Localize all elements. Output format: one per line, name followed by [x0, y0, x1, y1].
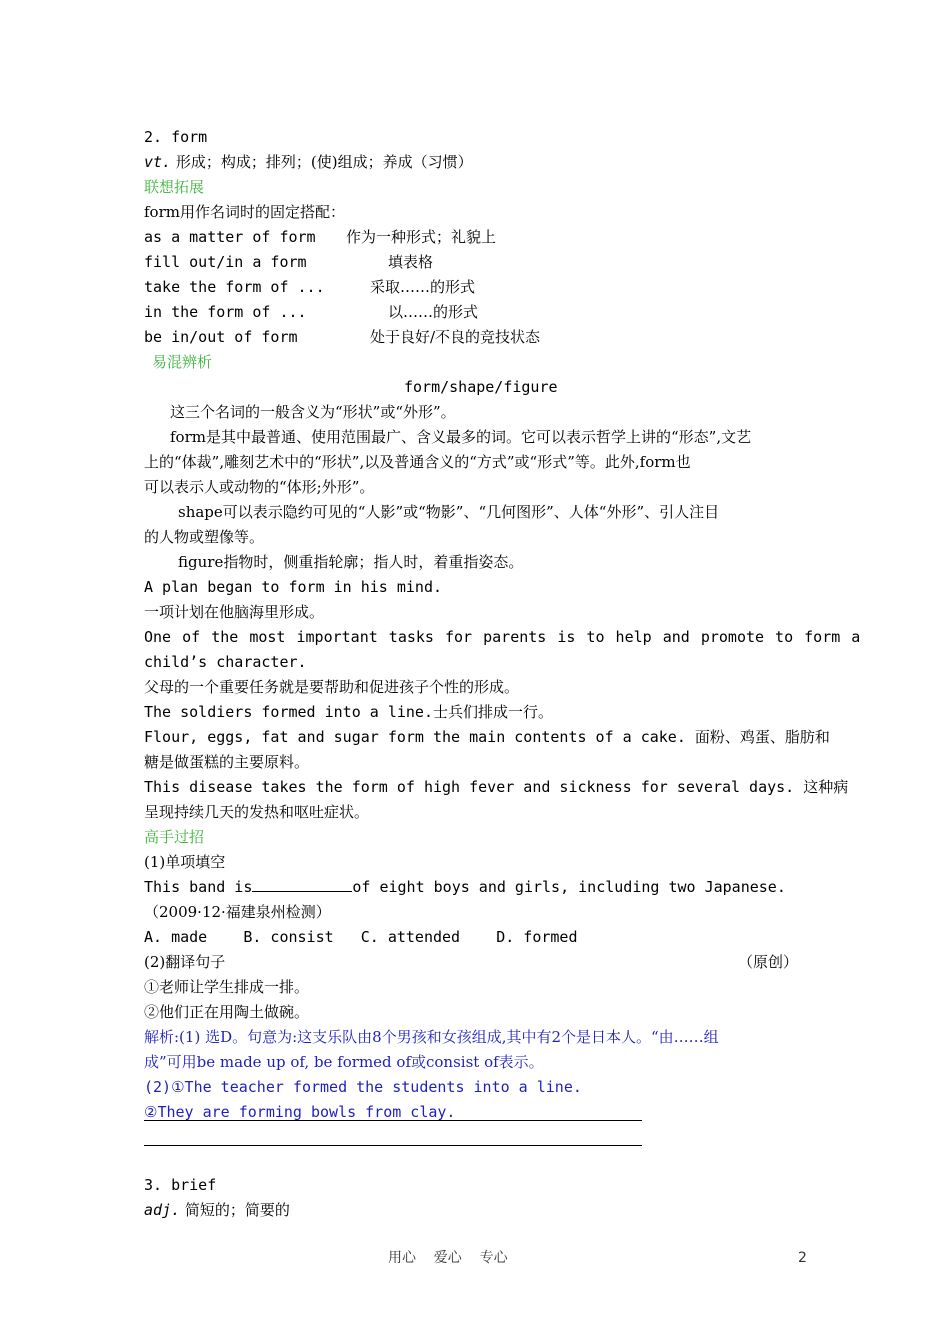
answer-translation: ②They are forming bowls from clay. — [144, 1103, 456, 1121]
paragraph: 可以表示人或动物的“体形;外形”。 — [144, 478, 375, 496]
collocation-zh: 作为一种形式；礼貌上 — [346, 228, 497, 246]
example: 糖是做蛋糕的主要原料。 — [144, 753, 310, 771]
divider — [144, 1145, 642, 1146]
collocation-en: in the form of ... — [144, 303, 307, 321]
example-en: child’s character. — [144, 653, 307, 671]
page-number: 2 — [798, 1250, 807, 1266]
collocation-zh: 填表格 — [388, 253, 434, 271]
part-of-speech: vt. — [144, 153, 172, 171]
practice-title: 高手过招 — [144, 828, 205, 846]
question-title: (1)单项填空 — [144, 853, 226, 871]
definition: 形成；构成；排列；(使)组成；养成（习惯） — [175, 153, 473, 171]
example-zh: 父母的一个重要任务就是要帮助和促进孩子个性的形成。 — [144, 678, 520, 696]
question-title: (2)翻译句子 — [144, 953, 226, 971]
section-heading: 3. brief — [144, 1176, 217, 1194]
example: This disease takes the form of high fever and sickness for several days. 这种病 — [144, 778, 849, 796]
section-heading: 2. form — [144, 128, 208, 146]
definition: 简短的；简要的 — [184, 1201, 290, 1219]
question-options: A. made B. consist C. attended D. formed — [144, 928, 578, 946]
question-source: （原创） — [738, 953, 799, 971]
question-text — [144, 877, 786, 897]
definition-line — [144, 1200, 290, 1220]
question-text-start: This band is — [144, 878, 253, 896]
answer-blank — [252, 877, 352, 892]
collocation-en: be in/out of form — [144, 328, 298, 346]
paragraph: 这三个名词的一般含义为“形状”或“外形”。 — [170, 403, 456, 421]
collocation-zh: 处于良好/不良的竞技状态 — [370, 328, 541, 346]
footer-text: 用心 爱心 专心 — [388, 1250, 508, 1266]
association-title: 联想拓展 — [144, 178, 205, 196]
definition-line — [144, 152, 473, 172]
answer-explanation: 成”可用be made up of, be formed of或consist of表示。 — [144, 1053, 544, 1071]
paragraph: figure指物时，侧重指轮廓；指人时，着重指姿态。 — [178, 553, 524, 571]
example-en: One of the most important tasks for parents is to help and promote to form a — [144, 628, 861, 646]
translation-item: ②他们正在用陶土做碗。 — [144, 1003, 310, 1021]
example: The soldiers formed into a line.士兵们排成一行。 — [144, 703, 553, 721]
question-text-end: of eight boys and girls, including two Japanese. — [352, 878, 786, 896]
collocation-en: as a matter of form — [144, 228, 316, 246]
collocations-intro: form用作名词时的固定搭配： — [144, 203, 345, 221]
example-en: A plan began to form in his mind. — [144, 578, 443, 596]
example: 呈现持续几天的发热和呕吐症状。 — [144, 803, 370, 821]
paragraph: 上的“体裁”,雕刻艺术中的“形状”,以及普通含义的“方式”或“形式”等。此外,form也 — [144, 453, 691, 471]
confusion-subtitle: form/shape/figure — [404, 378, 558, 396]
example: Flour, eggs, fat and sugar form the main contents of a cake. 面粉、鸡蛋、脂肪和 — [144, 728, 830, 746]
confusion-title: 易混辨析 — [152, 353, 213, 371]
divider — [144, 1120, 642, 1121]
translation-item: ①老师让学生排成一排。 — [144, 978, 310, 996]
collocation-zh: 以……的形式 — [388, 303, 479, 321]
paragraph: 的人物或塑像等。 — [144, 528, 265, 546]
paragraph: form是其中最普通、使用范围最广、含义最多的词。它可以表示哲学上讲的“形态”,文艺 — [170, 428, 752, 446]
answer-explanation: 解析:(1) 选D。句意为:这支乐队由8个男孩和女孩组成,其中有2个是日本人。“由……组 — [144, 1028, 719, 1046]
collocation-en: fill out/in a form — [144, 253, 307, 271]
paragraph: shape可以表示隐约可见的“人影”或“物影”、“几何图形”、人体“外形”、引人注目 — [178, 503, 720, 521]
collocation-en: take the form of ... — [144, 278, 325, 296]
question-source: （2009·12·福建泉州检测） — [144, 903, 331, 921]
answer-translation: (2)①The teacher formed the students into a line. — [144, 1078, 582, 1096]
collocation-zh: 采取……的形式 — [370, 278, 476, 296]
part-of-speech: adj. — [144, 1201, 181, 1219]
example-zh: 一项计划在他脑海里形成。 — [144, 603, 325, 621]
